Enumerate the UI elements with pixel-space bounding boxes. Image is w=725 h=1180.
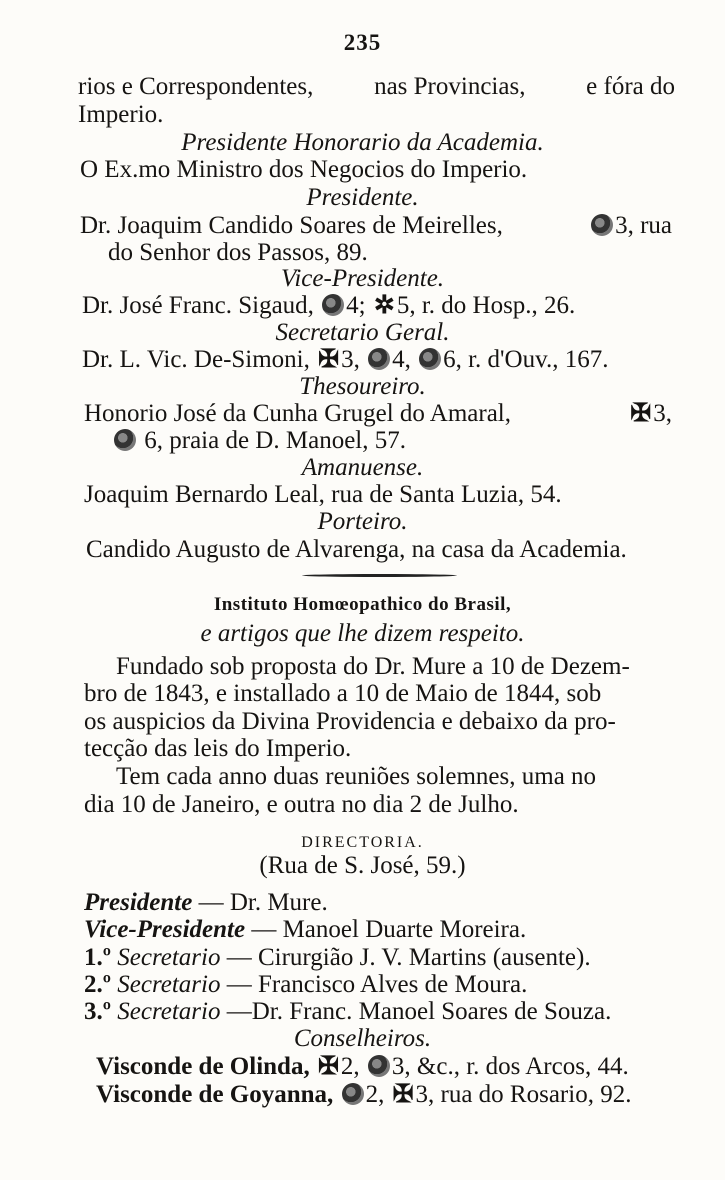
medal-icon: [368, 1055, 390, 1077]
officer-line: Presidente — Dr. Mure.: [84, 889, 328, 916]
cross-icon: ✠: [318, 346, 340, 373]
text-line: bro de 1843, e installado a 10 de Maio de 1844, sob: [84, 680, 602, 707]
text-line: Honorio José da Cunha Grugel do Amaral, ✠3,: [84, 400, 672, 427]
cross-icon: ✠: [630, 400, 652, 427]
star-icon: ✲: [373, 292, 395, 319]
divider: [302, 574, 457, 577]
officer-line: Vice-Presidente — Manoel Duarte Moreira.: [84, 916, 527, 943]
section-heading: Conselheiros.: [293, 1025, 432, 1052]
medal-icon: [114, 429, 136, 451]
section-heading: Vice-Presidente.: [280, 265, 445, 292]
medal-icon: [591, 214, 613, 236]
page-number: 235: [343, 30, 382, 55]
text-line: O Ex.mo Ministro dos Negocios do Imperio.: [80, 156, 528, 183]
text-line: Visconde de Olinda, ✠2, 3, &c., r. dos Arcos, 44.: [96, 1053, 629, 1080]
text-line: dia 10 de Janeiro, e outra no dia 2 de Julho.: [84, 791, 519, 818]
section-heading: Secretario Geral.: [275, 319, 450, 346]
section-heading: Amanuense.: [301, 454, 424, 481]
subtitle: e artigos que lhe dizem respeito.: [200, 620, 525, 647]
section-heading: Presidente.: [306, 184, 419, 211]
section-heading: Porteiro.: [317, 508, 408, 535]
officer-line: 2.º Secretario — Francisco Alves de Moura.: [84, 971, 528, 998]
text-line: rios e Correspondentes, nas Provincias, e fóra do: [78, 73, 675, 100]
text-line: Dr. Joaquim Candido Soares de Meirelles, 3, rua: [80, 212, 672, 239]
institution-title: Instituto Homœopathico do Brasil,: [213, 594, 512, 615]
medal-icon: [419, 348, 441, 370]
text-line: Joaquim Bernardo Leal, rua de Santa Luzia, 54.: [84, 481, 562, 508]
cross-icon: ✠: [392, 1081, 414, 1108]
text-line: tecção das leis do Imperio.: [84, 735, 352, 762]
text-line: Imperio.: [78, 101, 164, 128]
text-line: 6, praia de D. Manoel, 57.: [112, 426, 406, 456]
directoria-heading: DIRECTORIA.: [301, 834, 424, 851]
section-heading: Presidente Honorario da Academia.: [181, 129, 544, 156]
text-line: Candido Augusto de Alvarenga, na casa da Academia.: [86, 536, 627, 563]
medal-icon: [342, 1083, 364, 1105]
address-line: (Rua de S. José, 59.): [259, 852, 466, 879]
text-line: Visconde de Goyanna, 2, ✠3, rua do Rosario, 92.: [96, 1081, 632, 1108]
officer-line: 1.º Secretario — Cirurgião J. V. Martins (ausente).: [84, 944, 591, 971]
text-line: Tem cada anno duas reuniões solemnes, uma no: [116, 763, 597, 790]
text-line: Fundado sob proposta do Dr. Mure a 10 de Dezem-: [116, 653, 630, 680]
medal-icon: [368, 348, 390, 370]
text-line: Dr. José Franc. Sigaud, 4; ✲5, r. do Hosp., 26.: [82, 292, 576, 319]
section-heading: Thesoureiro.: [299, 373, 426, 400]
medal-icon: [322, 294, 344, 316]
text-line: do Senhor dos Passos, 89.: [108, 239, 368, 266]
text-line: os auspicios da Divina Providencia e debaixo da pro-: [84, 708, 616, 735]
text-line: Dr. L. Vic. De-Simoni, ✠3, 4, 6, r. d'Ouv., 167.: [82, 346, 609, 373]
officer-line: 3.º Secretario —Dr. Franc. Manoel Soares de Souza.: [84, 998, 612, 1025]
cross-icon: ✠: [317, 1053, 339, 1080]
